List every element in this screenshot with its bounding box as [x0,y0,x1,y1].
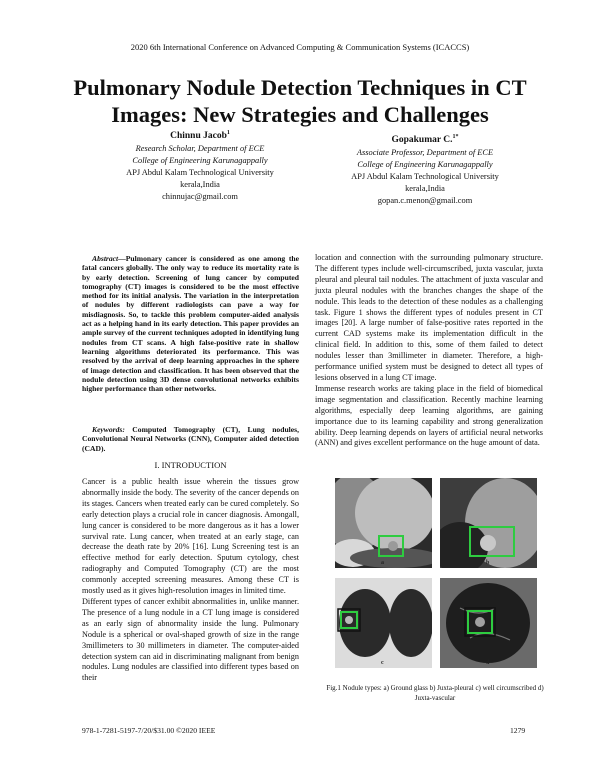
left-column-body [82,477,299,684]
ct-panel-d [440,578,537,668]
author-name-line [320,130,530,147]
author-name: Gopakumar C. [391,135,453,146]
abstract-text: —Pulmonary cancer is considered as one among the fatal cancers globally. The only way to reduce its mortality rate is by early detection. Screening of lung cancer by computed tomography (CT) images is considered to be the most effective method for its initial analysis. The variation in the interpretation of nodules by different radiologists can pave a way for misdiagnosis. So, to tackle this problem computer-aided analysis act as a helping hand in its early detection. This paper provides an ample survey of the current techniques adopted in identifying lung nodules from CT scans. A high false-positive rate in shallow learning algorithms deteriorated its performance. This was resolved by the arrival of deep learning approaches in the sphere of image detection and classification. It has been observed that the nodule detection using 3D dense convolutional networks exhibits higher performance than other networks. [82,254,299,394]
author-email: chinnujac@gmail.com [162,192,238,202]
ct-image-d [440,578,537,668]
author-role: Associate Professor, Department of ECE [356,148,494,158]
author-college: College of Engineering Karunagappally [132,156,268,166]
footer-copyright: 978-1-7281-5197-7/20/$31.00 ©2020 IEEE [82,726,216,735]
author-block-1 [100,126,300,203]
paragraph: location and connection with the surrounding pulmonary structure. The different types include well-circumscribed, juxta vascular, juxta pleural and pleural tail nodules. The attachment of juxta vascular and juxta pleural nodules with the branches changes the shape of the nodule. This leads to the detection of these nodules as a challenging task. Figure 1 shows the different types of nodules present in CT images [20]. A large number of false-positive rates reported in the current CAD systems make its implementation difficult in the clinical field. In addition to this, some of them failed to detect nodules lesser than 3millimeter in diameter. Therefore, a high-performance unified system must be designed to detect all types of lesions observed in a lung CT image. [315,253,543,382]
figure-1 [335,478,537,680]
paragraph: Immense research works are taking place in the field of biomedical image segmentation and classification. Recently machine learning algorithms, especially deep learning algorithms, are gaining importance due to its learning capability and strong generalization ability. Deep learning depends on layers of artificial neural networks (ANN) and gives excellent performance on the huge amount of data. [315,383,543,448]
ct-panel-a [335,478,432,568]
panel-label-c: c [381,660,384,666]
author-name: Chinnu Jacob [170,131,227,142]
author-marker: 1 [226,130,230,136]
author-email: gopan.c.menon@gmail.com [377,196,473,206]
author-role: Research Scholar, Department of ECE [135,144,265,154]
author-block-2 [320,130,530,207]
paper-title: Pulmonary Nodule Detection Techniques in CT Images: New Strategies and Challenges [73,75,527,127]
conference-header: 2020 6th International Conference on Advanced Computing & Communication Systems (ICACCS) [130,42,470,52]
ct-image-b [440,478,537,568]
panel-label-a: a [381,560,384,566]
author-location: kerala,India [180,180,220,190]
panel-label-d: d [486,660,490,666]
ct-panel-b [440,478,537,568]
abstract-label: Abstract [92,254,119,263]
author-name-line [100,126,300,143]
abstract [82,254,299,393]
author-marker: 1* [452,134,459,140]
author-university: APJ Abdul Kalam Technological University [126,168,274,178]
ct-image-a [335,478,432,568]
author-college: College of Engineering Karunagappally [357,160,493,170]
keywords-label: Keywords: [92,425,125,434]
author-university: APJ Abdul Kalam Technological University [351,172,499,182]
paragraph: Different types of cancer exhibit abnormalities in, unlike manner. The presence of a lung nodule in a CT lung image is considered as an early sign of abnormality inside the lung. Pulmonary Nodule is a spherical or oval-shaped growth of size in the range 3millimeters to 30 millimeters in diameter. The computer-aided detection system can aid in discriminating malignant from benign nodules. Lung nodules are classified into different types based on their [82,596,299,683]
keywords-text: Computed Tomography (CT), Lung nodules, Convolutional Neural Networks (CNN), Computer aided detection (CAD). [82,425,299,453]
keywords [82,425,299,453]
ct-panel-c [335,578,432,668]
figure-caption: Fig.1 Nodule types: a) Ground glass b) Juxta-pleural c) well circumscribed d) Juxta-vascular [326,684,544,702]
ct-image-c [335,578,432,668]
author-location: kerala,India [405,184,445,194]
right-column-body [315,253,543,449]
footer-page-number: 1279 [510,726,526,735]
panel-label-b: b [486,560,490,566]
paragraph: Cancer is a public health issue wherein the tissues grow abnormally inside the body. The severity of the cancer depends on its stages. Cancers when treated early can be cured completely. So early detection plays a crucial role in cancer diagnosis. Amongall, lung cancer is considered to be more dangerous as it has a lower survival rate. Lung cancer, when treated at an early stage, can decrease the death rate by 20% [16]. Lung Screening test is an effective method for early detection. Sputum cytology, chest radiography and Computed Tomography (CT) are the most commonly accepted screening measures. Among these CT is mostly used as it gives high-resolution images in limited time. [82,477,299,596]
section-heading: I. INTRODUCTION [154,460,227,470]
